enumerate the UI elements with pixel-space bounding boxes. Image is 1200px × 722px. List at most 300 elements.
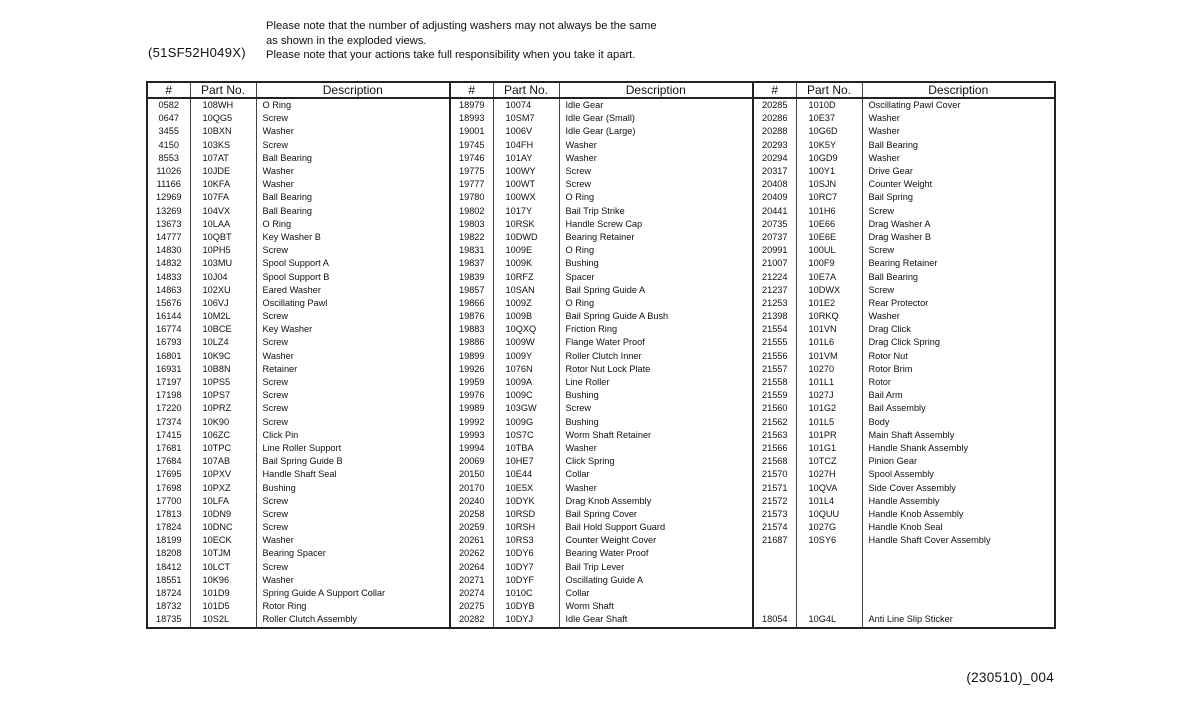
cell-description: Rotor	[862, 376, 1055, 389]
cell-part-no: 1009C	[493, 389, 559, 402]
cell-num: 21574	[753, 521, 796, 534]
cell-description: Bushing	[559, 389, 753, 402]
cell-description: Drag Click Spring	[862, 336, 1055, 349]
cell-num: 18208	[147, 547, 190, 560]
cell-part-no: 10DYJ	[493, 613, 559, 627]
cell-part-no: 10M2L	[190, 310, 256, 323]
cell-description: Ball Bearing	[862, 270, 1055, 283]
cell-description: Oscillating Pawl	[256, 297, 450, 310]
table-row	[147, 323, 1055, 336]
cell-part-no: 1009G	[493, 416, 559, 429]
table-row	[147, 574, 1055, 587]
cell-num: 19745	[450, 139, 493, 152]
cell-description: Screw	[256, 336, 450, 349]
header-description: Description	[256, 82, 450, 98]
cell-part-no: 101D9	[190, 587, 256, 600]
cell-description: Bushing	[559, 257, 753, 270]
cell-description: Click Pin	[256, 429, 450, 442]
cell-description: Click Spring	[559, 455, 753, 468]
cell-part-no: 1006V	[493, 125, 559, 138]
cell-num: 14830	[147, 244, 190, 257]
table-row	[147, 310, 1055, 323]
cell-description: O Ring	[559, 191, 753, 204]
cell-part-no: 10SAN	[493, 284, 559, 297]
cell-description: Drive Gear	[862, 165, 1055, 178]
cell-description	[862, 587, 1055, 600]
cell-description: Washer	[256, 534, 450, 547]
cell-num: 14832	[147, 257, 190, 270]
cell-description: Retainer	[256, 363, 450, 376]
cell-description: Drag Washer A	[862, 218, 1055, 231]
cell-part-no: 10DWX	[796, 284, 862, 297]
cell-num: 16774	[147, 323, 190, 336]
cell-num: 21566	[753, 442, 796, 455]
cell-description: Bail Trip Lever	[559, 561, 753, 574]
cell-part-no: 10PS5	[190, 376, 256, 389]
cell-description: Washer	[559, 139, 753, 152]
cell-description: Anti Line Slip Sticker	[862, 613, 1055, 627]
cell-num: 11026	[147, 165, 190, 178]
cell-num: 4150	[147, 139, 190, 152]
cell-part-no: 10DN9	[190, 508, 256, 521]
cell-part-no: 104FH	[493, 139, 559, 152]
cell-description: Bearing Spacer	[256, 547, 450, 560]
cell-num: 16793	[147, 336, 190, 349]
cell-part-no: 10074	[493, 98, 559, 112]
cell-description	[862, 600, 1055, 613]
cell-num: 20441	[753, 205, 796, 218]
cell-num: 20409	[753, 191, 796, 204]
cell-description: Bail Spring	[862, 191, 1055, 204]
cell-num: 18551	[147, 574, 190, 587]
cell-part-no: 10K5Y	[796, 139, 862, 152]
cell-description: Washer	[862, 112, 1055, 125]
table-row	[147, 468, 1055, 481]
cell-description: Spool Support B	[256, 270, 450, 283]
cell-part-no: 10DNC	[190, 521, 256, 534]
cell-num: 11166	[147, 178, 190, 191]
cell-num: 3455	[147, 125, 190, 138]
table-header-row	[147, 82, 1055, 98]
cell-description: O Ring	[256, 218, 450, 231]
cell-description: Bearing Water Proof	[559, 547, 753, 560]
model-code: (51SF52H049X)	[148, 45, 246, 60]
cell-num: 20258	[450, 508, 493, 521]
cell-num: 21560	[753, 402, 796, 415]
cell-num: 21562	[753, 416, 796, 429]
cell-num: 19746	[450, 152, 493, 165]
cell-description	[862, 561, 1055, 574]
cell-part-no: 10S7C	[493, 429, 559, 442]
cell-description: Collar	[559, 468, 753, 481]
cell-part-no: 106VJ	[190, 297, 256, 310]
cell-part-no: 10B8N	[190, 363, 256, 376]
cell-num: 19866	[450, 297, 493, 310]
cell-num: 21568	[753, 455, 796, 468]
cell-num: 18724	[147, 587, 190, 600]
table-row	[147, 191, 1055, 204]
cell-part-no: 10SJN	[796, 178, 862, 191]
cell-num: 20275	[450, 600, 493, 613]
cell-description: Body	[862, 416, 1055, 429]
table-row	[147, 125, 1055, 138]
cell-part-no: 10S2L	[190, 613, 256, 627]
cell-part-no: 10PXV	[190, 468, 256, 481]
cell-part-no: 10RS3	[493, 534, 559, 547]
cell-description: Bail Spring Guide A	[559, 284, 753, 297]
cell-num: 19886	[450, 336, 493, 349]
cell-description: Pinion Gear	[862, 455, 1055, 468]
cell-num: 12969	[147, 191, 190, 204]
table-row	[147, 270, 1055, 283]
cell-part-no	[796, 574, 862, 587]
cell-num: 19775	[450, 165, 493, 178]
cell-part-no: 10QUU	[796, 508, 862, 521]
cell-description: Bail Spring Guide B	[256, 455, 450, 468]
header-description: Description	[862, 82, 1055, 98]
cell-description: Bail Trip Strike	[559, 205, 753, 218]
cell-num: 20240	[450, 495, 493, 508]
table-row	[147, 600, 1055, 613]
cell-part-no: 10DYF	[493, 574, 559, 587]
cell-description: Screw	[256, 376, 450, 389]
cell-num: 18735	[147, 613, 190, 627]
cell-num: 21556	[753, 350, 796, 363]
cell-num: 19899	[450, 350, 493, 363]
cell-part-no: 101L1	[796, 376, 862, 389]
cell-description: Handle Knob Assembly	[862, 508, 1055, 521]
cell-description	[862, 547, 1055, 560]
cell-description: Rear Protector	[862, 297, 1055, 310]
cell-part-no: 10E7A	[796, 270, 862, 283]
cell-part-no: 10RC7	[796, 191, 862, 204]
cell-part-no: 10SM7	[493, 112, 559, 125]
table-row	[147, 481, 1055, 494]
cell-part-no: 10RSK	[493, 218, 559, 231]
cell-num	[753, 574, 796, 587]
cell-description: Rotor Ring	[256, 600, 450, 613]
cell-description: Side Cover Assembly	[862, 481, 1055, 494]
cell-num	[753, 561, 796, 574]
cell-part-no: 1009Y	[493, 350, 559, 363]
cell-part-no: 101L4	[796, 495, 862, 508]
header-part-no: Part No.	[796, 82, 862, 98]
cell-num: 19989	[450, 402, 493, 415]
table-row	[147, 112, 1055, 125]
cell-num: 21557	[753, 363, 796, 376]
cell-part-no: 101PR	[796, 429, 862, 442]
cell-num: 19994	[450, 442, 493, 455]
cell-part-no: 10RKQ	[796, 310, 862, 323]
cell-num: 19959	[450, 376, 493, 389]
table-row	[147, 139, 1055, 152]
cell-part-no: 103GW	[493, 402, 559, 415]
cell-part-no: 1009K	[493, 257, 559, 270]
cell-part-no: 101L5	[796, 416, 862, 429]
cell-num: 19839	[450, 270, 493, 283]
cell-description: Roller Clutch Assembly	[256, 613, 450, 627]
table-row	[147, 429, 1055, 442]
header-num: #	[450, 82, 493, 98]
cell-description: Washer	[559, 442, 753, 455]
cell-num: 18979	[450, 98, 493, 112]
cell-part-no: 10E5X	[493, 481, 559, 494]
cell-part-no: 101D5	[190, 600, 256, 613]
cell-part-no: 10J04	[190, 270, 256, 283]
cell-part-no: 10LZ4	[190, 336, 256, 349]
table-row	[147, 587, 1055, 600]
cell-num: 14833	[147, 270, 190, 283]
cell-num: 21571	[753, 481, 796, 494]
cell-part-no: 10G4L	[796, 613, 862, 627]
cell-num: 20259	[450, 521, 493, 534]
cell-part-no: 10ECK	[190, 534, 256, 547]
cell-part-no: 10GD9	[796, 152, 862, 165]
cell-num: 20991	[753, 244, 796, 257]
cell-part-no: 10E44	[493, 468, 559, 481]
cell-description: Bail Spring Guide A Bush	[559, 310, 753, 323]
cell-description: Rotor Nut	[862, 350, 1055, 363]
cell-description: Screw	[559, 178, 753, 191]
cell-description: Screw	[862, 244, 1055, 257]
cell-part-no	[796, 600, 862, 613]
cell-part-no: 101VM	[796, 350, 862, 363]
cell-description: Washer	[559, 481, 753, 494]
cell-num: 20282	[450, 613, 493, 627]
cell-description: Washer	[256, 574, 450, 587]
cell-description: Bail Spring Cover	[559, 508, 753, 521]
cell-num: 19993	[450, 429, 493, 442]
cell-description: Ball Bearing	[256, 152, 450, 165]
cell-description: Spool Support A	[256, 257, 450, 270]
table-row	[147, 98, 1055, 112]
note-line: Please note that the number of adjusting washers may not always be the same	[266, 20, 657, 32]
cell-description: Washer	[256, 125, 450, 138]
cell-num: 0582	[147, 98, 190, 112]
cell-part-no: 104VX	[190, 205, 256, 218]
cell-num: 17415	[147, 429, 190, 442]
cell-description: Idle Gear Shaft	[559, 613, 753, 627]
cell-description: Handle Shaft Seal	[256, 468, 450, 481]
cell-part-no: 10K96	[190, 574, 256, 587]
cell-part-no: 10DY7	[493, 561, 559, 574]
cell-part-no: 107FA	[190, 191, 256, 204]
table-row	[147, 561, 1055, 574]
cell-num: 20150	[450, 468, 493, 481]
cell-num: 17695	[147, 468, 190, 481]
cell-description: Worm Shaft Retainer	[559, 429, 753, 442]
cell-num: 21224	[753, 270, 796, 283]
cell-part-no: 10RSH	[493, 521, 559, 534]
cell-num: 19802	[450, 205, 493, 218]
cell-part-no: 103KS	[190, 139, 256, 152]
cell-part-no: 10SY6	[796, 534, 862, 547]
cell-num: 21563	[753, 429, 796, 442]
cell-description: Drag Washer B	[862, 231, 1055, 244]
cell-description: Screw	[256, 495, 450, 508]
cell-num: 16931	[147, 363, 190, 376]
cell-part-no: 10JDE	[190, 165, 256, 178]
cell-part-no: 10PH5	[190, 244, 256, 257]
cell-num: 18732	[147, 600, 190, 613]
cell-description: O Ring	[559, 297, 753, 310]
table-row	[147, 376, 1055, 389]
table-row	[147, 165, 1055, 178]
cell-part-no: 1017Y	[493, 205, 559, 218]
cell-num: 16801	[147, 350, 190, 363]
cell-num: 16144	[147, 310, 190, 323]
cell-description: Spool Assembly	[862, 468, 1055, 481]
cell-part-no: 10TPC	[190, 442, 256, 455]
cell-description: Washer	[862, 310, 1055, 323]
cell-description: Screw	[256, 416, 450, 429]
table-row	[147, 613, 1055, 627]
cell-part-no: 10QBT	[190, 231, 256, 244]
cell-part-no: 10HE7	[493, 455, 559, 468]
cell-description: Drag Knob Assembly	[559, 495, 753, 508]
cell-part-no: 107AT	[190, 152, 256, 165]
cell-num: 13269	[147, 205, 190, 218]
cell-description: Line Roller Support	[256, 442, 450, 455]
cell-description: Screw	[559, 165, 753, 178]
cell-part-no: 1027G	[796, 521, 862, 534]
table-row	[147, 231, 1055, 244]
cell-part-no: 100UL	[796, 244, 862, 257]
cell-description: Washer	[862, 125, 1055, 138]
cell-num: 21573	[753, 508, 796, 521]
cell-part-no: 1027J	[796, 389, 862, 402]
cell-part-no: 10QG5	[190, 112, 256, 125]
table-row	[147, 350, 1055, 363]
cell-description: O Ring	[559, 244, 753, 257]
cell-part-no: 1009W	[493, 336, 559, 349]
cell-num: 20286	[753, 112, 796, 125]
cell-num: 20288	[753, 125, 796, 138]
cell-num: 17824	[147, 521, 190, 534]
cell-num: 19976	[450, 389, 493, 402]
cell-description: Key Washer	[256, 323, 450, 336]
cell-description: Screw	[256, 508, 450, 521]
cell-part-no: 1010D	[796, 98, 862, 112]
cell-num: 17698	[147, 481, 190, 494]
cell-part-no: 10DYK	[493, 495, 559, 508]
cell-part-no: 10RFZ	[493, 270, 559, 283]
cell-num: 20261	[450, 534, 493, 547]
cell-part-no: 103MU	[190, 257, 256, 270]
cell-part-no: 106ZC	[190, 429, 256, 442]
cell-description: Washer	[256, 178, 450, 191]
cell-part-no: 107AB	[190, 455, 256, 468]
cell-part-no: 10TJM	[190, 547, 256, 560]
table-row	[147, 244, 1055, 257]
cell-description: Handle Knob Seal	[862, 521, 1055, 534]
cell-description: Screw	[256, 310, 450, 323]
cell-part-no: 10E37	[796, 112, 862, 125]
cell-description: Screw	[559, 402, 753, 415]
cell-part-no: 1009A	[493, 376, 559, 389]
cell-num: 19837	[450, 257, 493, 270]
cell-description: Screw	[256, 521, 450, 534]
header-part-no: Part No.	[190, 82, 256, 98]
cell-description: Friction Ring	[559, 323, 753, 336]
table-row	[147, 178, 1055, 191]
cell-num: 15676	[147, 297, 190, 310]
table-row	[147, 218, 1055, 231]
cell-part-no: 101E2	[796, 297, 862, 310]
cell-part-no: 10270	[796, 363, 862, 376]
cell-num: 20317	[753, 165, 796, 178]
cell-description: Bushing	[256, 481, 450, 494]
cell-part-no: 100Y1	[796, 165, 862, 178]
table-row	[147, 402, 1055, 415]
cell-num: 8553	[147, 152, 190, 165]
cell-num: 18993	[450, 112, 493, 125]
cell-description: Key Washer B	[256, 231, 450, 244]
cell-description: Main Shaft Assembly	[862, 429, 1055, 442]
cell-part-no: 10K90	[190, 416, 256, 429]
cell-part-no: 10G6D	[796, 125, 862, 138]
cell-num: 21559	[753, 389, 796, 402]
table-row	[147, 205, 1055, 218]
cell-part-no: 10LCT	[190, 561, 256, 574]
cell-part-no: 10PRZ	[190, 402, 256, 415]
cell-part-no: 10BCE	[190, 323, 256, 336]
cell-description: Screw	[256, 389, 450, 402]
cell-part-no: 10E6E	[796, 231, 862, 244]
cell-num	[753, 587, 796, 600]
cell-part-no: 108WH	[190, 98, 256, 112]
cell-part-no: 10DYB	[493, 600, 559, 613]
cell-num: 21572	[753, 495, 796, 508]
cell-num: 19876	[450, 310, 493, 323]
header-description: Description	[559, 82, 753, 98]
cell-part-no: 101G2	[796, 402, 862, 415]
table-row	[147, 508, 1055, 521]
cell-description: Oscillating Pawl Cover	[862, 98, 1055, 112]
cell-description: Handle Assembly	[862, 495, 1055, 508]
table-row	[147, 416, 1055, 429]
cell-part-no: 1009E	[493, 244, 559, 257]
cell-num: 20293	[753, 139, 796, 152]
cell-part-no: 100WT	[493, 178, 559, 191]
table-row	[147, 534, 1055, 547]
cell-description: Handle Shaft Cover Assembly	[862, 534, 1055, 547]
cell-num: 17197	[147, 376, 190, 389]
table-row	[147, 284, 1055, 297]
cell-num: 14777	[147, 231, 190, 244]
cell-description	[862, 574, 1055, 587]
cell-num: 19831	[450, 244, 493, 257]
cell-description: Collar	[559, 587, 753, 600]
cell-num: 19992	[450, 416, 493, 429]
cell-description: Screw	[862, 284, 1055, 297]
cell-num: 20285	[753, 98, 796, 112]
cell-description: Spacer	[559, 270, 753, 283]
cell-part-no: 10KFA	[190, 178, 256, 191]
cell-part-no: 101AY	[493, 152, 559, 165]
table-row	[147, 547, 1055, 560]
cell-description: Idle Gear (Large)	[559, 125, 753, 138]
cell-description: Rotor Nut Lock Plate	[559, 363, 753, 376]
cell-part-no: 10K9C	[190, 350, 256, 363]
cell-part-no: 10DWD	[493, 231, 559, 244]
note-line: Please note that your actions take full responsibility when you take it apart.	[266, 49, 636, 61]
cell-description: Ball Bearing	[256, 205, 450, 218]
cell-part-no: 10PS7	[190, 389, 256, 402]
cell-part-no: 10QXQ	[493, 323, 559, 336]
cell-num: 17681	[147, 442, 190, 455]
cell-description: Washer	[862, 152, 1055, 165]
